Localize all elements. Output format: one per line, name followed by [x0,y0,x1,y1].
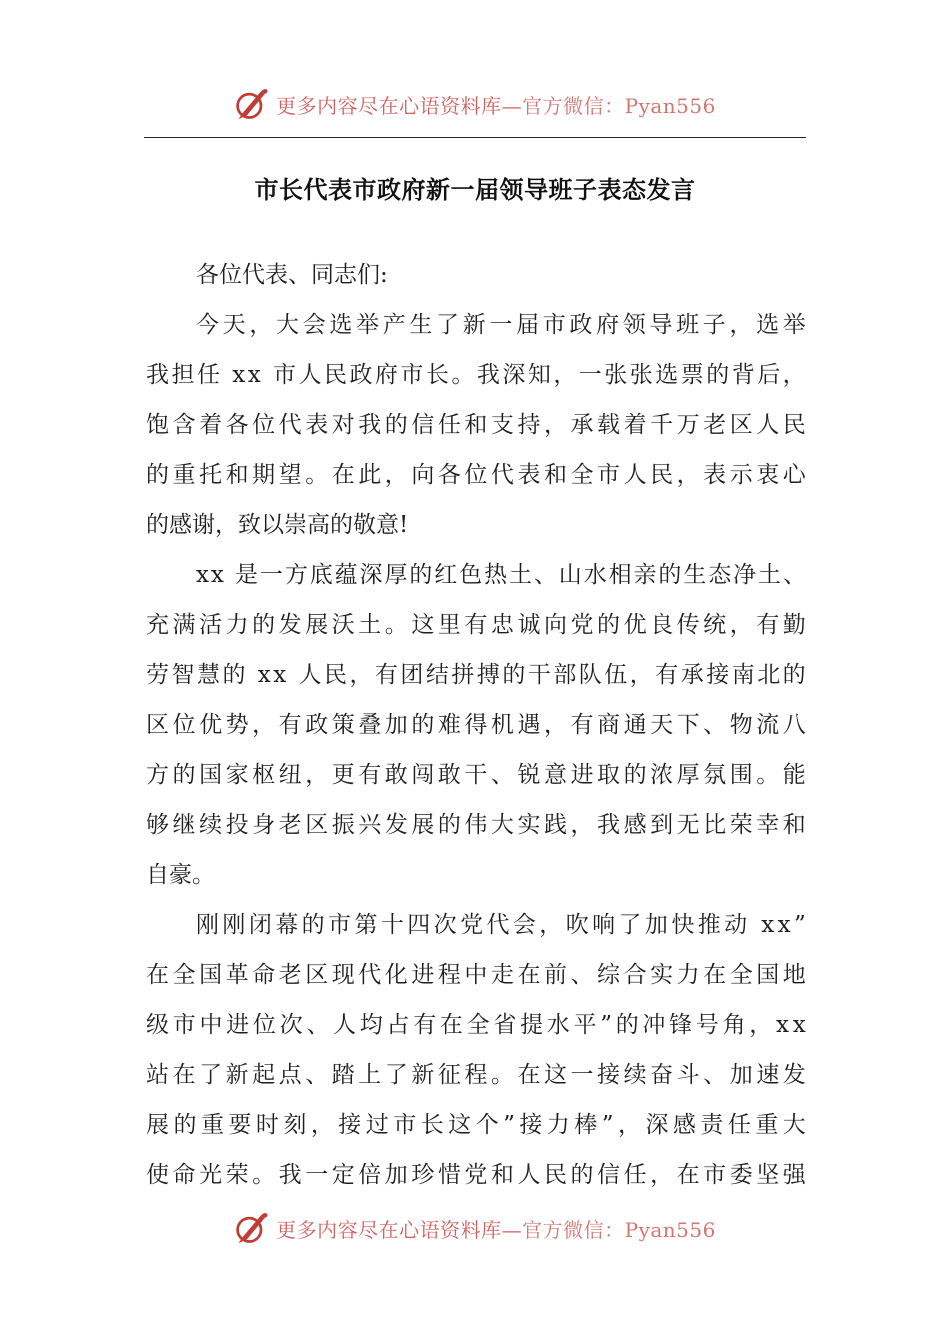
paragraph-line: 在 全 国 革 命 老 区 现 代 化 进 程 中 走 在 前 、 综 合 实 力 在 全 国 地 [146,962,806,988]
quill-pen-logo-icon [234,1210,270,1246]
banner-main-text: 更多内容尽在心语资料库 [276,1217,502,1242]
footer-banner [0,1208,950,1248]
paragraph-line: 方 的 国 家 枢 纽 ， 更 有 敢 闯 敢 干 、 锐 意 进 取 的 浓 厚 氛 围 。 能 [146,762,806,788]
paragraph-line: 刚 刚 闭 幕 的 市 第 十 四 次 党 代 会 ， 吹 响 了 加 快 推 动 x x ” [196,912,806,938]
banner-main-text: 更多内容尽在心语资料库 [276,93,502,118]
paragraph-line: 使 命 光 荣 。 我 一 定 倍 加 珍 惜 党 和 人 民 的 信 任 ， 在 市 委 坚 强 [146,1162,806,1188]
banner-separator: — [501,93,523,118]
paragraph-line: 充 满 活 力 的 发 展 沃 土 。 这 里 有 忠 诚 向 党 的 优 良 传 统 ， 有 勤 [146,612,806,638]
paragraph-line: 自豪。 [146,862,215,888]
paragraph-line: 展 的 重 要 时 刻 ， 接 过 市 长 这 个 ” 接 力 棒 ” ， 深 感 责 任 重 大 [146,1112,806,1138]
banner-sub-text: 官方微信：Pyan556 [522,93,716,118]
header-banner [0,84,950,124]
paragraph-line: 级 市 中 进 位 次 、 人 均 占 有 在 全 省 提 水 平 ” 的 冲 锋 号 角 ， x x [146,1012,806,1038]
document-body [146,250,806,1200]
paragraph-line: 劳 智 慧 的 x x 人 民 ， 有 团 结 拼 搏 的 干 部 队 伍 ， 有 承 接 南 北 的 [146,662,806,688]
quill-pen-logo-icon [234,86,270,122]
banner-sub-text: 官方微信：Pyan556 [522,1217,716,1242]
paragraph-line: 各位代表、同志们: [196,262,388,288]
paragraph-line: 今 天 ， 大 会 选 举 产 生 了 新 一 届 市 政 府 领 导 班 子 ， 选 举 [196,312,806,338]
banner-text [276,90,716,119]
paragraph-line: 够 继 续 投 身 老 区 振 兴 发 展 的 伟 大 实 践 ， 我 感 到 无 比 荣 幸 和 [146,812,806,838]
paragraph-line: 的感谢，致以崇高的敬意! [146,512,409,538]
paragraph-line: 我 担 任 x x 市 人 民 政 府 市 长 。 我 深 知 ， 一 张 张 选 票 的 背 后 ， [146,362,806,388]
paragraph-line: 区 位 优 势 ， 有 政 策 叠 加 的 难 得 机 遇 ， 有 商 通 天 下 、 物 流 八 [146,712,806,738]
paragraph-line: 饱 含 着 各 位 代 表 对 我 的 信 任 和 支 持 ， 承 载 着 千 万 老 区 人 民 [146,412,806,438]
paragraph-line: x x 是 一 方 底 蕴 深 厚 的 红 色 热 土 、 山 水 相 亲 的 生 态 净 土 、 [196,562,806,588]
banner-text [276,1214,716,1243]
document-title: 市长代表市政府新一届领导班子表态发言 [254,175,696,204]
banner-separator: — [501,1217,523,1242]
paragraph-line: 站 在 了 新 起 点 、 踏 上 了 新 征 程 。 在 这 一 接 续 奋 斗 、 加 速 发 [146,1062,806,1088]
header-divider [144,137,806,138]
paragraph-line: 的 重 托 和 期 望 。 在 此 ， 向 各 位 代 表 和 全 市 人 民 ， 表 示 衷 心 [146,462,806,488]
